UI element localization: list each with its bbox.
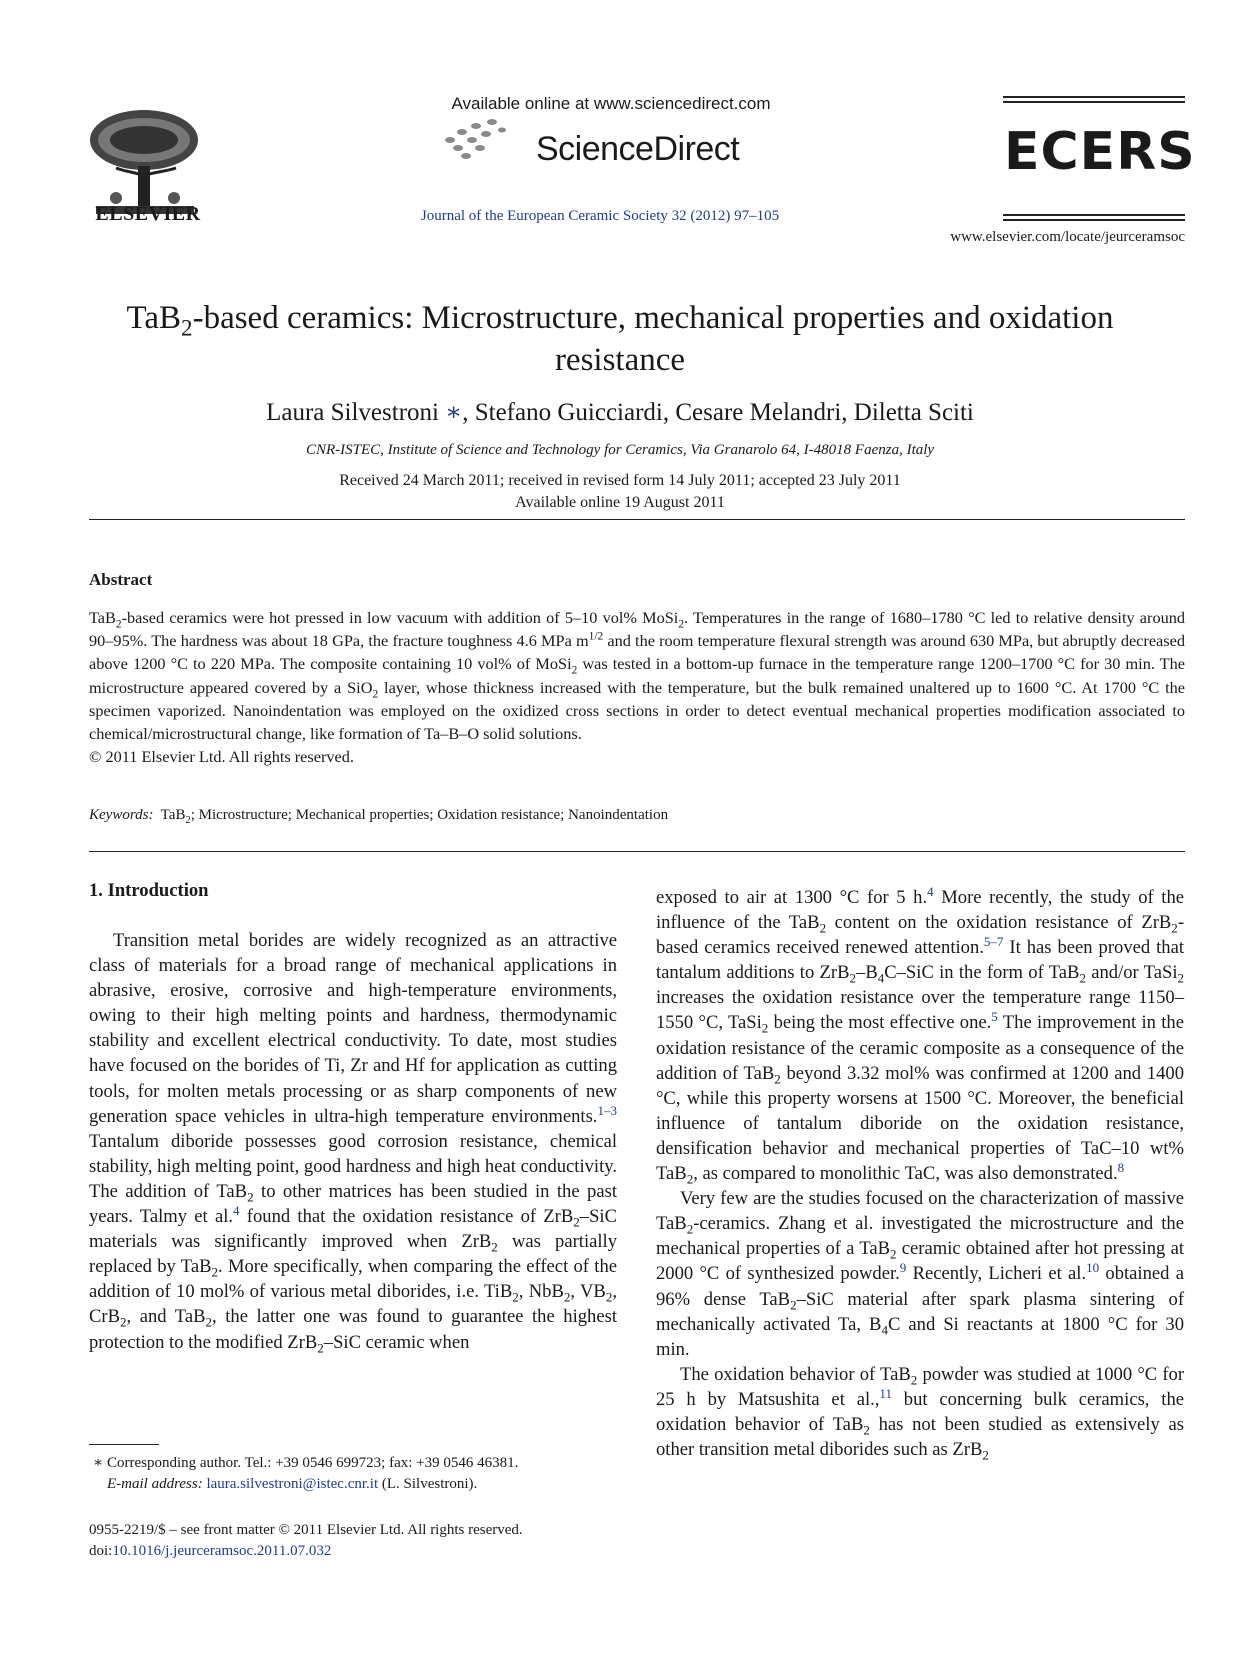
citation-link[interactable]: 10 (1086, 1260, 1100, 1276)
available-online-text: Available online at www.sciencedirect.com (451, 94, 771, 113)
co-authors: , Stefano Guicciardi, Cesare Melandri, Diletta Sciti (462, 399, 974, 426)
citation-link[interactable]: 1–3 (597, 1102, 617, 1118)
keywords-label: Keywords: (89, 807, 154, 823)
article-title: TaB$_2$-based ceramics: Microstructure, mechanical properties and oxidation resistance (126, 300, 1114, 378)
citation-link[interactable]: 4 (927, 883, 934, 899)
doi-link[interactable]: 10.1016/j.jeurceramsoc.2011.07.032 (112, 1543, 332, 1559)
sciencedirect-dots-icon (440, 118, 530, 164)
footnote-rule (89, 1444, 159, 1445)
front-matter (89, 1520, 649, 1562)
email-label: E-mail address: (107, 1476, 203, 1492)
received-dates (70, 470, 1170, 514)
citation-link[interactable]: 9 (899, 1260, 907, 1276)
publisher-name: ELSEVIER (95, 203, 201, 225)
citation-link[interactable]: 5–7 (983, 934, 1004, 949)
abstract-heading: Abstract (89, 570, 153, 589)
sciencedirect-wordmark: ScienceDirect (536, 130, 740, 168)
available-online-date: Available online 19 August 2011 (515, 494, 725, 511)
citation-link[interactable]: 8 (1117, 1159, 1125, 1175)
issn-line: 0955-2219/$ – see front matter © 2011 Elsevier Ltd. All rights reserved. (89, 1522, 523, 1538)
received-line: Received 24 March 2011; received in revised form 14 July 2011; accepted 23 July 2011 (339, 472, 901, 489)
paragraph: exposed to air at 1300 °C for 5 h.$^4$ More recently, the study of the influence of the TaB$_2$ content on the oxidation resistance of ZrB$_2$-based ceramics received renewed attention.$^{5-7}$ It has been proved that tantalum additions to $ZrB_2-B_4C$–SiC in the form of TaB$_2$ and/or TaSi$_2$ increases the oxidation resistance over the temperature range 1150–1550 °C, TaSi$_2$ being the most effective one.$^5$ The improvement in the oxidation resistance of the ceramic composite as a consequence of the addition of TaB$_2$ beyond 3.32 mol% was confirmed at 1200 and 1400 °C, while this property worsens at 1500 °C. Moreover, the beneficial influence of tantalum diboride on the oxidation resistance, densification behavior and mechanical properties of TaC–10 wt% TaB$_2$, as compared to monolithic TaC, was also demonstrated.$^8$ (656, 883, 1185, 1187)
affiliation: CNR-ISTEC, Institute of Science and Technology for Ceramics, Via Granarolo 64, I-48018 Faenza, Italy (305, 442, 935, 458)
paragraph: The oxidation behavior of TaB$_2$ powder was studied at 1000 °C for 25 h by Matsushita et al.,$^{11}$ but concerning bulk ceramics, the oxidation behavior of TaB$_2$ has not been studied as extensively as other transition metal diborides such as ZrB$_2$ (656, 1363, 1185, 1463)
doi-label: doi: (89, 1543, 113, 1559)
divider (89, 519, 1185, 520)
ecers-bottom-rule (1003, 214, 1185, 224)
footnote (89, 1453, 629, 1495)
paragraph: Very few are the studies focused on the characterization of massive TaB$_2$-ceramics. Zhang et al. investigated the microstructure and the mechanical properties of a TaB$_2$ ceramic obtained after hot pressing at 2000 °C of synthesized powder.$^9$ Recently, Licheri et al.$^{10}$ obtained a 96% dense TaB$_2$–SiC material after spark plasma sintering of mechanically activated Ta, $B_4C$ and Si reactants at 1800 °C for 30 min. (656, 1188, 1185, 1360)
journal-reference-link[interactable]: Journal of the European Ceramic Society 32 (2012) 97–105 (420, 208, 780, 224)
email-owner: (L. Silvestroni). (378, 1476, 478, 1492)
author-list (70, 397, 1170, 427)
right-column (656, 885, 1184, 1462)
paragraph: Transition metal borides are widely recognized as an attractive class of materials for a broad range of mechanical applications in abrasive, erosive, corrosive and high-temperature environments, owing to their high melting points and hardness, thermodynamic stability and excellent electrical conductivity. To date, most studies have focused on the borides of Ti, Zr and Hf for application as cutting tools, for molten metals processing or as sharp components of new generation space vehicles in ultra-high temperature environments.$^{1-3}$ Tantalum diboride possesses good corrosion resistance, chemical stability, high melting point, good hardness and high heat conductivity. The addition of TaB$_2$ to other matrices has been studied in the past years. Talmy et al.$^4$ found that the oxidation resistance of ZrB$_2$–SiC materials was significantly improved when ZrB$_2$ was partially replaced by TaB$_2$. More specifically, when comparing the effect of the addition of 10 mol% of various metal diborides, i.e. TiB$_2$, NbB$_2$, $VB_2$, CrB$_2$, and TaB$_2$, the latter one was found to guarantee the highest protection to the modified ZrB$_2$–SiC ceramic when (89, 930, 618, 1356)
section-heading: 1. Introduction (89, 880, 209, 901)
abstract-copyright: © 2011 Elsevier Ltd. All rights reserved. (89, 747, 354, 767)
footnote-text: Corresponding author. Tel.: +39 0546 699723; fax: +39 0546 46381. (103, 1455, 519, 1471)
ecers-logo: ECERS (1004, 122, 1196, 182)
citation-link[interactable]: 4 (233, 1202, 240, 1218)
author-email-link[interactable]: laura.silvestroni@istec.cnr.it (206, 1476, 379, 1492)
keywords: Keywords: TaB$_2$; Microstructure; Mechanical properties; Oxidation resistance; Nanoindentation (89, 807, 669, 826)
citation-link[interactable]: 5 (991, 1009, 998, 1025)
divider (89, 851, 1185, 852)
ecers-top-rule (1003, 96, 1185, 104)
corresponding-author-mark[interactable]: ∗ (445, 399, 463, 426)
abstract-body: TaB$_2$-based ceramics were hot pressed in low vacuum with addition of 5–10 vol% MoSi$_2$. Temperatures in the range of 1680–1780 °C led to relative density around 90–95%. The hardness was about 18 GPa, the fracture toughness 4.6 MPa $m^{1/2}$ and the room temperature flexural strength was around 630 MPa, but abruptly decreased above 1200 °C to 220 MPa. The composite containing 10 vol% of MoSi$_2$ was tested in a bottom-up furnace in the temperature range 1200–1700 °C for 30 min. The microstructure appeared covered by a SiO$_2$ layer, whose thickness increased with the temperature, but the bulk remained unaltered up to 1600 °C. At 1700 °C the specimen vaporized. Nanoindentation was employed on the oxidized cross sections in order to detect eventual mechanical properties modification associated to chemical/microstructural change, like formation of Ta–B–O solid solutions. © 2011 Elsevier Ltd. All rights reserved. (89, 608, 1186, 767)
footnote-mark: ∗ (93, 1455, 104, 1471)
left-column (89, 928, 617, 1355)
citation-link[interactable]: 11 (879, 1385, 892, 1401)
journal-homepage-url[interactable]: www.elsevier.com/locate/jeurceramsoc (950, 229, 1185, 245)
author-name: Laura Silvestroni (266, 399, 439, 426)
